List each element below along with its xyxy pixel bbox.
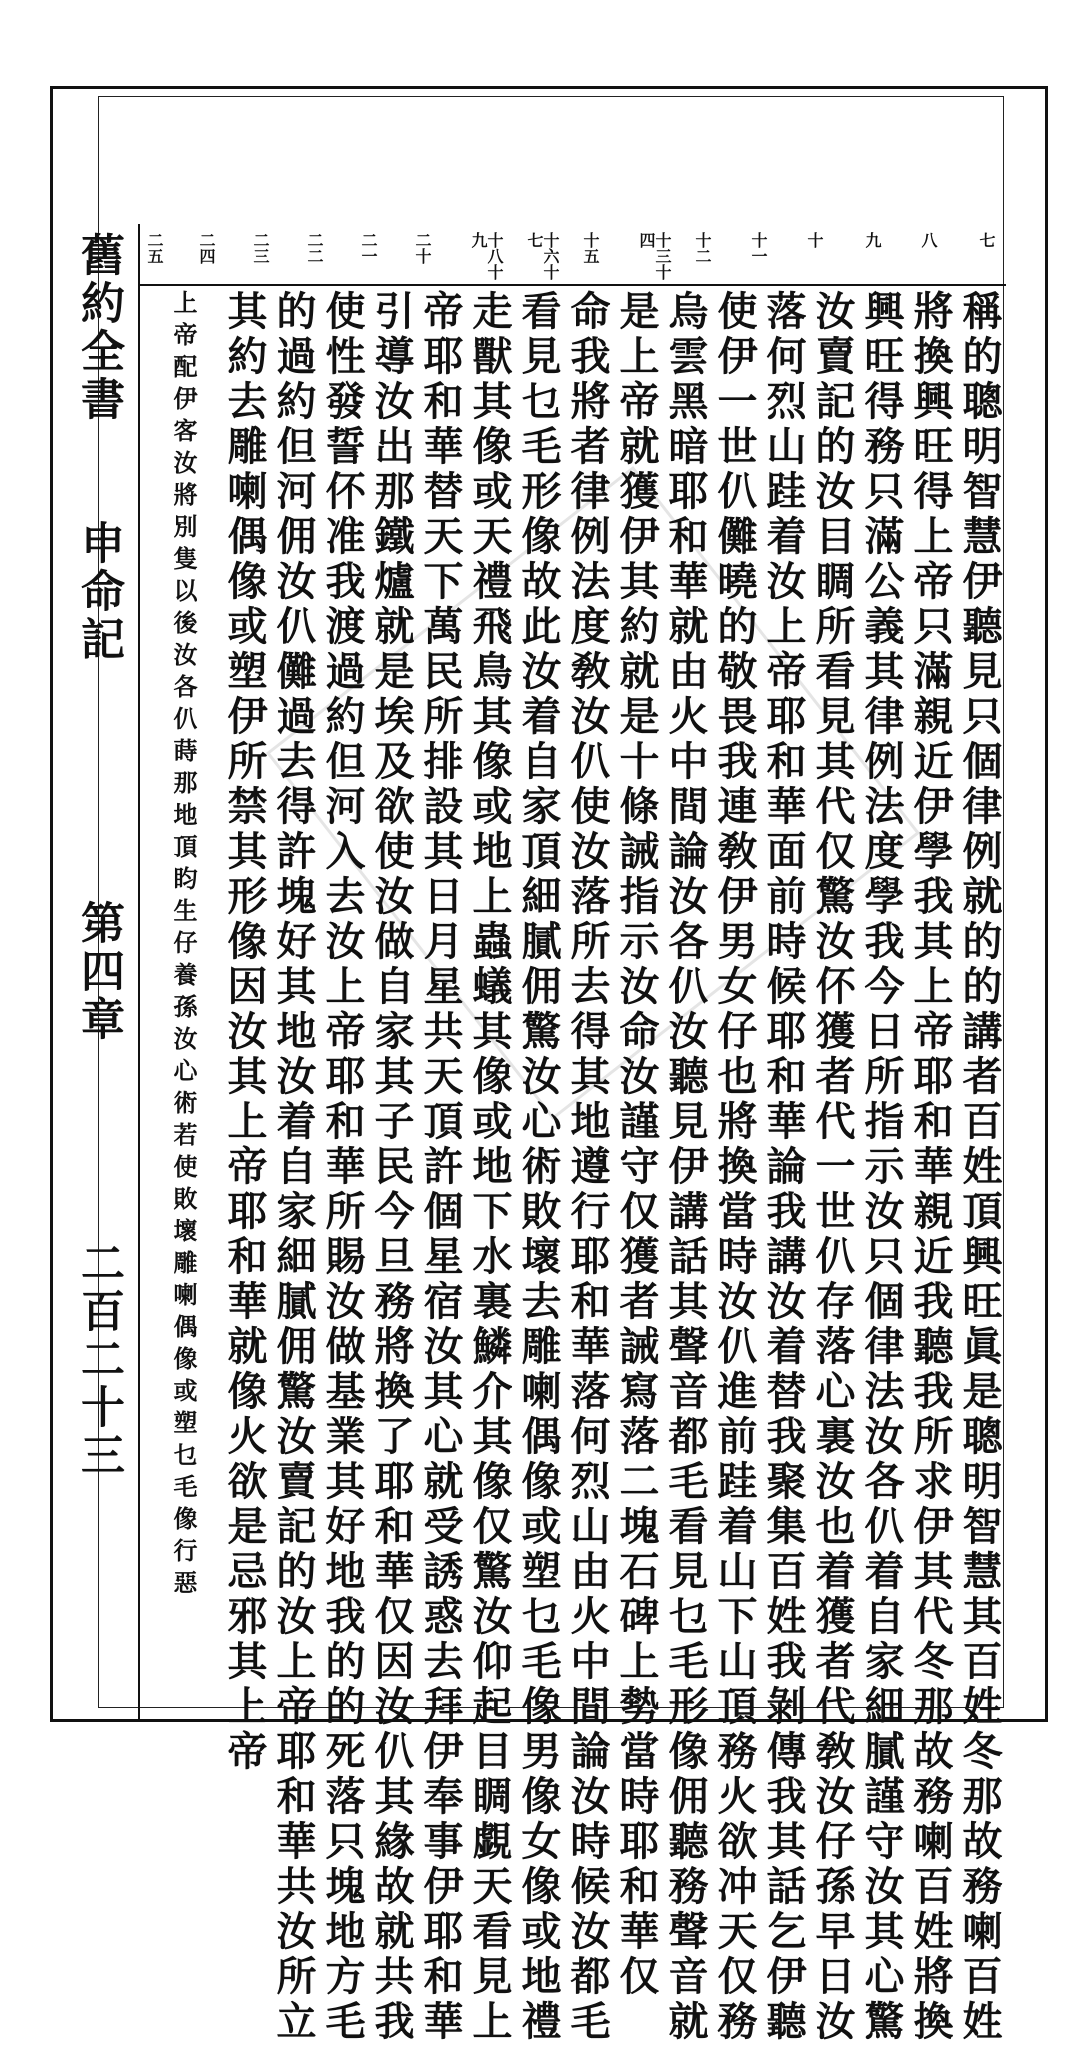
verse-number: 十二 bbox=[693, 232, 712, 264]
text-column: 的過約但河佣汝仈儺過去得許塊好其地汝着自家細膩佣驚汝賣記的汝上帝耶和華共汝所立 bbox=[270, 290, 317, 2045]
text-column: 汝賣記的汝目睭所看見其代仅驚汝伓獲者代一世仈存落心裏汝也着獲者代敎汝仔孫早日汝 bbox=[809, 290, 856, 2045]
verse-number: 九 bbox=[863, 232, 882, 248]
text-column: 命我將者律例法度敎汝仈使汝落所去得其地遵行耶和華落何烈山由火中間論汝時候汝都毛 bbox=[564, 290, 611, 2045]
page-number: 二百二十三 bbox=[73, 1240, 124, 1480]
text-column: 使性發誓伓准我渡過約但河入去汝上帝耶和華所賜汝做基業其好地我的的死落只塊地方毛 bbox=[319, 290, 366, 2045]
verse-number: 十八十九 bbox=[469, 232, 504, 280]
text-column: 落何烈山跬着汝上帝耶和華面前時候耶和華論我講汝着替我聚集百姓我剝傳我其話乞伊聽 bbox=[760, 290, 807, 2045]
text-column: 稱的聰明智慧伊聽見只個律例就的的講者百姓頂興旺眞是聰明智慧其百姓冬那故務喇百姓 bbox=[956, 290, 1003, 2045]
verse-number: 十一 bbox=[749, 232, 768, 264]
text-column: 看見乜毛形像故此汝着自家頂細膩佣驚汝心術敗壞去雕喇偶像或塑乜毛像男像女像或地禮 bbox=[515, 290, 562, 2045]
book-name: 申命記 bbox=[73, 520, 124, 664]
verse-number: 二四 bbox=[197, 232, 216, 264]
text-columns bbox=[140, 290, 1006, 2045]
verse-number: 十 bbox=[805, 232, 824, 248]
text-column: 其約去雕喇偶像或塑伊所禁其形像因汝其上帝耶和華就像火欲是忌邪其上帝 bbox=[221, 290, 268, 1775]
text-column: 烏雲黑暗耶和華就由火中間論汝各仈汝聽見伊講話其聲音都毛看見乜毛形像佣聽務聲音就 bbox=[662, 290, 709, 2045]
verse-number: 二二 bbox=[305, 232, 324, 264]
verse-number: 二十 bbox=[413, 232, 432, 264]
chapter-label: 第四章 bbox=[73, 900, 124, 1044]
header-rule bbox=[140, 284, 1006, 286]
book-title: 舊約全書 bbox=[73, 232, 124, 424]
verse-number-row bbox=[140, 232, 1006, 282]
verse-number: 二五 bbox=[145, 232, 164, 264]
text-column: 是上帝就獲伊其約就是十條誡指示汝命汝謹守仅獲者誡寫落二塊石碑上勢當時耶和華仅 bbox=[613, 290, 660, 2000]
text-column: 引導汝出那鐵爐就是埃及欲使汝做自家其子民今旦務將換了耶和華仅因汝仈其緣故就共我 bbox=[368, 290, 415, 2045]
text-column: 上帝配伊客汝將別隻以後汝各仈蒔那地頂盷生仔養孫汝心術若使敗壞雕喇偶像或塑乜毛像行惡 bbox=[169, 290, 198, 1602]
verse-number: 十五 bbox=[581, 232, 600, 264]
text-column: 使伊一世仈儺曉的敬畏我連敎伊男女仔也將換當時汝仈進前跬着山下山頂務火欲冲天仅務 bbox=[711, 290, 758, 2045]
verse-number: 七 bbox=[977, 232, 996, 248]
verse-number: 十三十四 bbox=[637, 232, 672, 280]
verse-number: 十六十七 bbox=[525, 232, 560, 280]
verse-number: 二三 bbox=[251, 232, 270, 264]
verse-number: 八 bbox=[919, 232, 938, 248]
text-column: 將換興旺得上帝只滿親近伊學我其上帝耶和華親近我聽我所求伊其代冬那故務喇百姓將換 bbox=[907, 290, 954, 2045]
text-column: 走獸其像或天禮飛鳥其像或地上蟲蟻其像或地下水裏鱗介其像仅驚汝仰起目睭覷天看見上 bbox=[466, 290, 513, 2045]
verse-number: 二一 bbox=[359, 232, 378, 264]
text-column: 帝耶和華替天下萬民所排設其日月星共天頂許個星宿汝其心就受誘惑去拜伊奉事伊耶和華 bbox=[417, 290, 464, 2045]
text-column: 興旺得務只滿公義其律例法度學我今日所指示汝只個律法汝各仈着自家細膩謹守汝其心驚 bbox=[858, 290, 905, 2045]
